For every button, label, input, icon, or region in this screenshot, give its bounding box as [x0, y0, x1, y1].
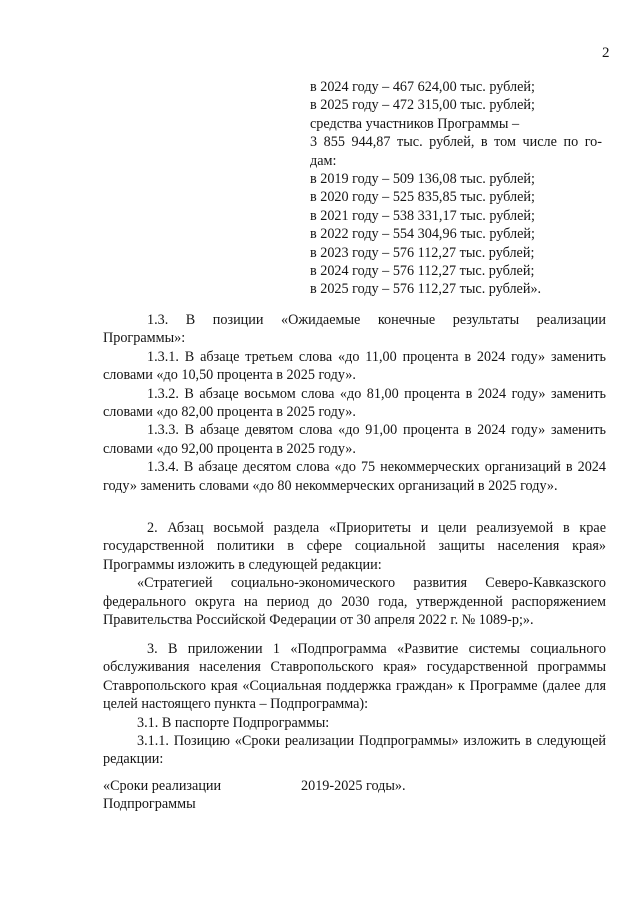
- paragraph-1-3: 1.3. В позиции «Ожидаемые конечные результаты реализации Программы»:: [103, 312, 606, 347]
- section-3: [103, 640, 606, 769]
- financing-line: в 2023 году – 576 112,27 тыс. рублей;: [310, 244, 535, 261]
- paragraph-1-3-1: 1.3.1. В абзаце третьем слова «до 11,00 процента в 2024 году» заменить словами «до 10,50 процента в 2025 году».: [103, 348, 606, 384]
- financing-line: в 2025 году – 576 112,27 тыс. рублей».: [310, 281, 542, 298]
- financing-line: в 2024 году – 467 624,00 тыс. рублей;: [310, 79, 535, 95]
- paragraph-1-3-4: 1.3.4. В абзаце десятом слова «до 75 некоммерческих организаций в 2024 году» заменить словами «до 80 некоммерческих организаций в 2025 году».: [103, 459, 606, 494]
- paragraph-2: 2. Абзац восьмой раздела «Приоритеты и цели реализуемой в крае государственной политики в сфере социальной защиты населения края» Программы изложить в следующей редакции:: [103, 520, 606, 573]
- paragraph-3-1-1: 3.1.1. Позицию «Сроки реализации Подпрограммы» изложить в следующей редакции:: [103, 733, 606, 768]
- term-label: «Сроки реализации Подпрограммы: [103, 778, 222, 813]
- financing-line: в 2020 году – 525 835,85 тыс. рублей;: [310, 189, 535, 206]
- financing-line: 3 855 944,87 тыс. рублей, в том числе по го-: [310, 134, 602, 151]
- page-number: 2: [602, 45, 610, 61]
- section-1-3: [103, 311, 606, 495]
- financing-line: в 2019 году – 509 136,08 тыс. рублей;: [310, 171, 535, 188]
- financing-line: средства участников Программы –: [310, 115, 520, 132]
- financing-line: в 2021 году – 538 331,17 тыс. рублей;: [310, 207, 535, 224]
- paragraph-1-3-3: 1.3.3. В абзаце девятом слова «до 91,00 процента в 2024 году» заменить словами «до 92,00 процента в 2025 году».: [103, 422, 606, 457]
- financing-line: в 2024 году – 576 112,27 тыс. рублей;: [310, 263, 535, 280]
- paragraph-1-3-2: 1.3.2. В абзаце восьмом слова «до 81,00 процента в 2024 году» заменить словами «до 82,00 процента в 2025 году».: [103, 385, 606, 421]
- financing-line: в 2025 году – 472 315,00 тыс. рублей;: [310, 97, 535, 114]
- paragraph-3-1: 3.1. В паспорте Подпрограммы:: [137, 714, 330, 731]
- term-value: 2019-2025 годы».: [301, 778, 406, 794]
- paragraph-3: 3. В приложении 1 «Подпрограмма «Развитие системы социального обслуживания населения Ставропольского края» государственной программы Ставропольского края «Социальная поддержка граждан» к Программе (далее для целей настоящего пункта – Подпрограмма):: [103, 641, 606, 713]
- financing-block: [310, 78, 602, 299]
- financing-line: в 2022 году – 554 304,96 тыс. рублей;: [310, 226, 535, 243]
- section-2: [103, 519, 606, 629]
- paragraph-2-quote: «Стратегией социально-экономического развития Северо-Кавказского федерального округа на период до 2030 года, утвержденной распоряжением Правительства Российской Федерации от 30 апреля 2022 г. № 1089-р;».: [103, 575, 606, 629]
- financing-line: дам:: [310, 152, 337, 169]
